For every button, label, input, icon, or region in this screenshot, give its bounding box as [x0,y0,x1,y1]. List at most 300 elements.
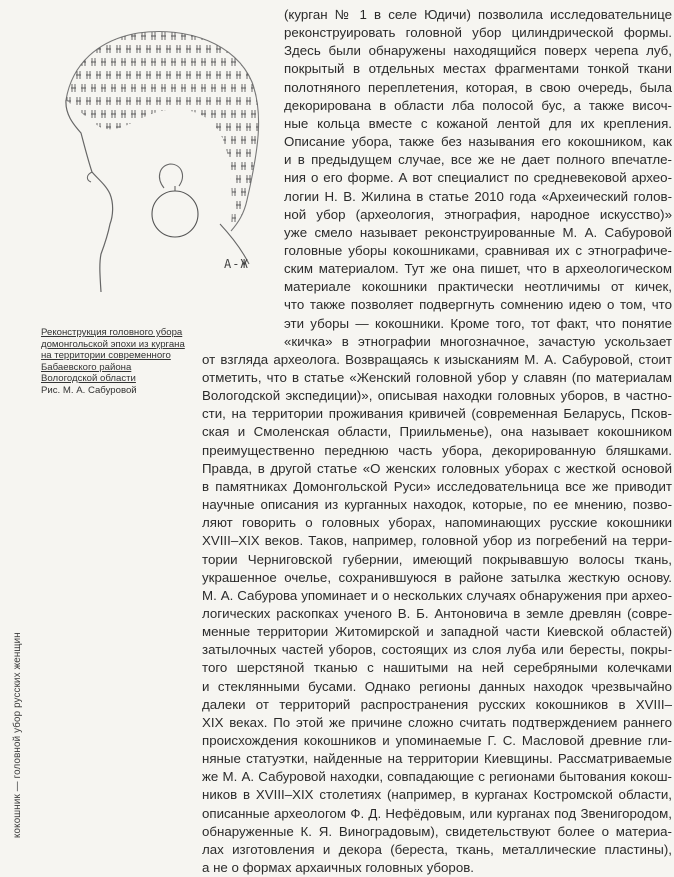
cap-bead [211,58,216,66]
body-line: ной убор (археология, этнография, народное искусство)» [284,206,672,222]
body-line: что также позволяет подвергнуть сомнению идею о том, что [284,297,672,313]
cap-bead [61,110,66,118]
body-line: Вологодской экспедиции)», описывая находки головных уборов, в частно- [202,388,672,404]
cap-bead [221,188,226,196]
cap-bead [226,123,231,131]
cap-bead [201,84,206,92]
cap-bead [171,32,176,40]
cap-bead [181,162,186,170]
body-line: няные статуэтки, найденные на территории Киевщины. Рассматриваемые [202,751,672,767]
body-line: Описание убора, также без называния его кокошником, как [284,134,672,150]
body-line: уже смело называет реконструированные М. А. Сабуровой [284,224,672,240]
cap-bead [246,123,251,131]
cap-bead [71,110,76,118]
cap-bead [201,214,206,222]
cap-bead [231,136,236,144]
cap-bead [196,149,201,157]
cap-bead [101,110,106,118]
caption-line: Вологодской области [41,373,136,385]
cap-bead [206,149,211,157]
cap-bead [136,149,141,157]
body-line: лах изготовления и декора (береста, ткань, металлические пластины), [202,841,672,857]
cap-bead [76,149,81,157]
cap-bead [161,110,166,118]
cap-bead [86,201,91,209]
caption-line: Реконструкция головного убора [41,327,183,338]
cap-bead [191,58,196,66]
cap-bead [81,162,86,170]
cap-bead [91,110,96,118]
cap-bead [256,45,261,53]
cap-bead [206,175,211,183]
body-line: отметить, что в статье «Женский головной убор у славян (по материалам [202,370,672,385]
cap-bead [146,97,151,105]
cap-bead [141,136,146,144]
cap-bead [246,175,251,183]
cap-bead [171,84,176,92]
cap-bead [106,175,111,183]
cap-bead [171,162,176,170]
cap-bead [221,84,226,92]
cap-bead [146,201,151,209]
cap-bead [176,123,181,131]
cap-bead [176,175,181,183]
ear [159,164,182,188]
cap-bead [121,214,126,222]
cap-bead [131,58,136,66]
cap-bead [116,97,121,105]
cap-bead [101,32,106,40]
cap-bead [241,110,246,118]
cap-bead [156,149,161,157]
cap-bead [181,110,186,118]
cap-bead [191,214,196,222]
cap-bead [251,214,256,222]
body-line: XIX веках. По этой же причине сложно считать подтверждением раннего [202,714,672,730]
cap-bead [216,71,221,79]
body-line: происхождения кокошников и упоминаемые Г. С. Масловой древние гли- [202,733,672,748]
caption-line: на территории современного [41,350,171,362]
cap-bead [151,188,156,196]
figure-caption [41,327,211,397]
cap-bead [141,32,146,40]
cap-bead [71,136,76,144]
cap-bead [181,58,186,66]
cap-bead [101,136,106,144]
body-line: эти уборы — кокошники. Кроме того, тот факт, что понятие [284,315,672,331]
cap-bead [96,97,101,105]
cap-bead [71,32,76,40]
cap-bead [211,84,216,92]
cap-bead [156,71,161,79]
body-line: ния о его форме. А вот специалист по средневековой архео- [284,170,672,186]
cap-bead [196,97,201,105]
cap-bead [151,162,156,170]
cap-bead [166,123,171,131]
cap-bead [211,162,216,170]
cap-bead [111,84,116,92]
cap-bead [76,97,81,105]
body-line: а не о формах архаичных головных уборов. [202,860,474,876]
cap-bead [201,188,206,196]
cap-bead [171,136,176,144]
cap-bead [236,97,241,105]
cap-bead [231,162,236,170]
cap-bead [186,97,191,105]
face-profile [66,100,113,292]
body-line: реконструировать головной убор цилиндрической формы. [284,25,672,41]
cap-bead [141,162,146,170]
cap-bead [76,71,81,79]
cap-bead [201,58,206,66]
cap-bead [86,123,91,131]
cap-bead [221,214,226,222]
cap-bead [86,45,91,53]
temple-ring [152,191,198,237]
body-line: затылочных частей уборов, состоящих из слоя луба или бересты, покры- [202,642,672,658]
caption-line: домонгольской эпохи из кургана [41,338,185,350]
cap-bead [66,45,71,53]
cap-bead [156,201,161,209]
cap-bead [141,214,146,222]
cap-bead [141,110,146,118]
cap-bead [191,110,196,118]
cap-bead [171,58,176,66]
cap-bead [91,188,96,196]
cap-bead [236,149,241,157]
cap-bead [101,162,106,170]
cap-bead [161,58,166,66]
head-drawing [28,2,273,322]
cap-bead [236,71,241,79]
cap-bead [211,136,216,144]
caption-credit: Рис. М. А. Сабуровой [41,384,137,396]
running-title: кокошник — головной убор русских женщин [12,632,23,838]
cap-bead [76,175,81,183]
cap-bead [191,162,196,170]
cap-bead [236,175,241,183]
cap-bead [176,71,181,79]
cap-bead [251,136,256,144]
cap-bead [251,110,256,118]
cap-bead [81,188,86,196]
cap-bead [216,149,221,157]
cap-bead [161,214,166,222]
cap-bead [191,84,196,92]
cap-bead [66,123,71,131]
cap-bead [186,71,191,79]
cap-bead [186,175,191,183]
body-line: от взгляда археолога. Возвращаясь к изысканиям М. А. Сабуровой, стоит [202,351,672,367]
cap-bead [181,214,186,222]
cap-bead [126,71,131,79]
cap-bead [71,84,76,92]
cap-bead [61,136,66,144]
cap-bead [211,188,216,196]
cap-bead [101,214,106,222]
cap-bead [256,71,261,79]
cap-bead [196,175,201,183]
cap-bead [171,110,176,118]
cap-bead [61,214,66,222]
cap-bead [151,84,156,92]
cap-bead [176,149,181,157]
figure-head-illustration [28,2,273,322]
cap-bead [241,188,246,196]
cap-bead [71,188,76,196]
cap-bead [246,45,251,53]
cap-bead [126,123,131,131]
caption-line: Бабаевского района [41,361,132,373]
artist-signature: А-Ж [224,257,249,271]
body-line: ским материалом. Тут же она пишет, что в археологическом [284,261,672,277]
cap-bead [131,84,136,92]
cap-bead [191,188,196,196]
cap-bead [146,123,151,131]
cap-bead [136,71,141,79]
cap-bead [116,149,121,157]
cap-bead [106,97,111,105]
cap-bead [166,71,171,79]
cap-bead [116,71,121,79]
cap-bead [126,149,131,157]
body-line: «кичка» в этнографии многозначное, зачастую ускользает [284,333,672,349]
cap-bead [216,123,221,131]
body-line: описанные археологом Ф. Д. Нефёдовым, или курганах под Звенигородом, [202,805,672,821]
cap-bead [201,110,206,118]
cap-bead [116,201,121,209]
cap-bead [136,201,141,209]
cap-bead [86,71,91,79]
cap-bead [166,97,171,105]
cap-bead [91,136,96,144]
cap-bead [151,58,156,66]
cap-bead [96,149,101,157]
cap-bead [236,123,241,131]
cap-bead [66,175,71,183]
cap-bead [231,110,236,118]
cap-bead [121,110,126,118]
cap-bead [106,201,111,209]
cap-bead [121,84,126,92]
cap-bead [76,201,81,209]
cap-bead [181,84,186,92]
cap-bead [216,175,221,183]
body-line: Правда, в другой статье «О женских головных уборах с жесткой основой [202,460,672,476]
cap-bead [196,45,201,53]
cap-bead [181,136,186,144]
cap-bead [61,84,66,92]
cap-bead [121,188,126,196]
cap-bead [136,175,141,183]
cap-bead [206,45,211,53]
cap-bead [66,149,71,157]
body-line: же М. А. Сабуровой находки, совпадающие с регионами бытования кокош- [202,769,672,785]
cap-bead [146,149,151,157]
cap-bead [246,149,251,157]
cap-bead [106,71,111,79]
body-line: украшенное очелье, сохранившуюся в районе затылка жесткую основу. [202,569,672,585]
cap-bead [121,162,126,170]
cap-bead [136,123,141,131]
cap-bead [106,149,111,157]
cap-bead [196,123,201,131]
cap-bead [116,45,121,53]
cap-bead [126,175,131,183]
cap-bead [146,71,151,79]
body-line: и стеклянными бусами. Однако регионы данных находок чрезвычайно [202,678,672,694]
cap-bead [231,214,236,222]
cap-bead [236,201,241,209]
cap-bead [146,175,151,183]
body-line: тории Черниговской губернии, имеющий покрывавшую волосы ткань, [202,551,672,567]
cap-bead [141,188,146,196]
body-line: материале кокошники практически неотличимы от кичек, [284,279,672,295]
body-line: XVIII–XIX веков. Таков, например, головной убор из погребений на терри- [202,533,672,549]
cap-bead [121,136,126,144]
cap-bead [166,149,171,157]
cap-bead [81,214,86,222]
cap-bead [116,175,121,183]
cap-bead [126,97,131,105]
body-line: (курган № 1 в селе Юдичи) позволила исследовательнице [284,7,672,22]
cap-bead [226,175,231,183]
cap-bead [161,84,166,92]
body-line: головные уборы кокошниками, сравнивая их с этнографиче- [284,242,672,258]
cap-bead [211,214,216,222]
cap-bead [226,149,231,157]
cap-bead [66,71,71,79]
cap-bead [206,71,211,79]
cap-bead [71,162,76,170]
body-line: полотняного переплетения, которая, в свою очередь, была [284,79,672,95]
cap-bead [151,32,156,40]
body-line: логических раскопках ученого В. Б. Антоновича в земле древлян (совре- [202,605,672,621]
cap-bead [176,45,181,53]
cap-bead [61,58,66,66]
body-line: покрытый в отдельных местах фрагментами тонкой ткани [284,61,672,77]
cap-bead [91,214,96,222]
body-line: М. А. Сабурова упоминает и о нескольких случаях обнаружения при архео- [202,587,672,603]
cap-bead [221,32,226,40]
cap-bead [176,201,181,209]
body-line: ляют говорить о головных уборах, напоминающих русские кокошники [202,515,672,531]
cap-bead [176,97,181,105]
cap-bead [141,58,146,66]
body-line: того шерстяной тканью с нашитыми на ней серебряными колечками [202,660,672,676]
body-line: декорирована в области лба полосой бус, а также височ- [284,97,672,113]
cap-bead [226,71,231,79]
cap-bead [161,32,166,40]
cap-bead [81,110,86,118]
cap-bead [186,201,191,209]
cap-bead [131,188,136,196]
cap-bead [201,162,206,170]
cap-bead [156,123,161,131]
cap-bead [166,175,171,183]
cap-bead [106,45,111,53]
body-line: ные кольца вместе с кожаной лентой для их крепления. [284,115,672,131]
cap-bead [96,123,101,131]
cap-bead [221,162,226,170]
cap-bead [221,110,226,118]
cap-bead [151,136,156,144]
cap-bead [111,110,116,118]
cap-bead [251,188,256,196]
cap-bead [211,110,216,118]
cap-bead [91,58,96,66]
cap-bead [81,84,86,92]
cap-bead [186,123,191,131]
cap-bead [131,214,136,222]
cap-bead [231,32,236,40]
cap-bead [201,136,206,144]
cap-bead [141,84,146,92]
cap-bead [76,45,81,53]
cap-bead [66,201,71,209]
cap-bead [91,32,96,40]
cap-bead [166,201,171,209]
cap-bead [241,162,246,170]
cap-bead [111,162,116,170]
cap-bead [166,45,171,53]
cap-bead [101,58,106,66]
cap-bead [61,162,66,170]
cap-bead [131,136,136,144]
cap-bead [106,123,111,131]
cap-bead [131,110,136,118]
cap-bead [66,97,71,105]
body-line: в памятниках Домонгольской Руси» исследовательница все же приводит [202,478,672,494]
cap-bead [121,58,126,66]
cap-bead [206,97,211,105]
cap-bead [211,32,216,40]
cap-bead [136,45,141,53]
cap-bead [231,84,236,92]
cap-bead [196,71,201,79]
cap-bead [86,97,91,105]
cap-bead [206,201,211,209]
body-line: далеки от территорий распространения русских кокошников в XVIII– [202,696,672,712]
cap-bead [101,84,106,92]
cap-bead [126,45,131,53]
cap-bead [251,32,256,40]
cap-bead [241,214,246,222]
cap-bead [191,136,196,144]
cap-bead [206,123,211,131]
cap-bead [61,32,66,40]
cap-bead [136,97,141,105]
cap-bead [111,136,116,144]
body-line: преимущественно переднюю часть убора, декорированную бляшками. [202,442,672,458]
cap-bead [101,188,106,196]
cap-bead [251,58,256,66]
cap-bead [81,32,86,40]
cap-bead [61,188,66,196]
cap-bead [226,97,231,105]
cap-bead [91,84,96,92]
cap-bead [231,58,236,66]
face-nose [87,172,92,182]
cap-bead [161,136,166,144]
cap-bead [146,45,151,53]
body-line: Здесь были обнаружены находящийся поверх черепа луб, [284,43,672,59]
cap-bead [156,97,161,105]
cap-bead [241,32,246,40]
cap-bead [156,45,161,53]
body-line: и в предыдущем случае, все же не дает полного впечатле- [284,152,672,168]
cap-bead [131,162,136,170]
